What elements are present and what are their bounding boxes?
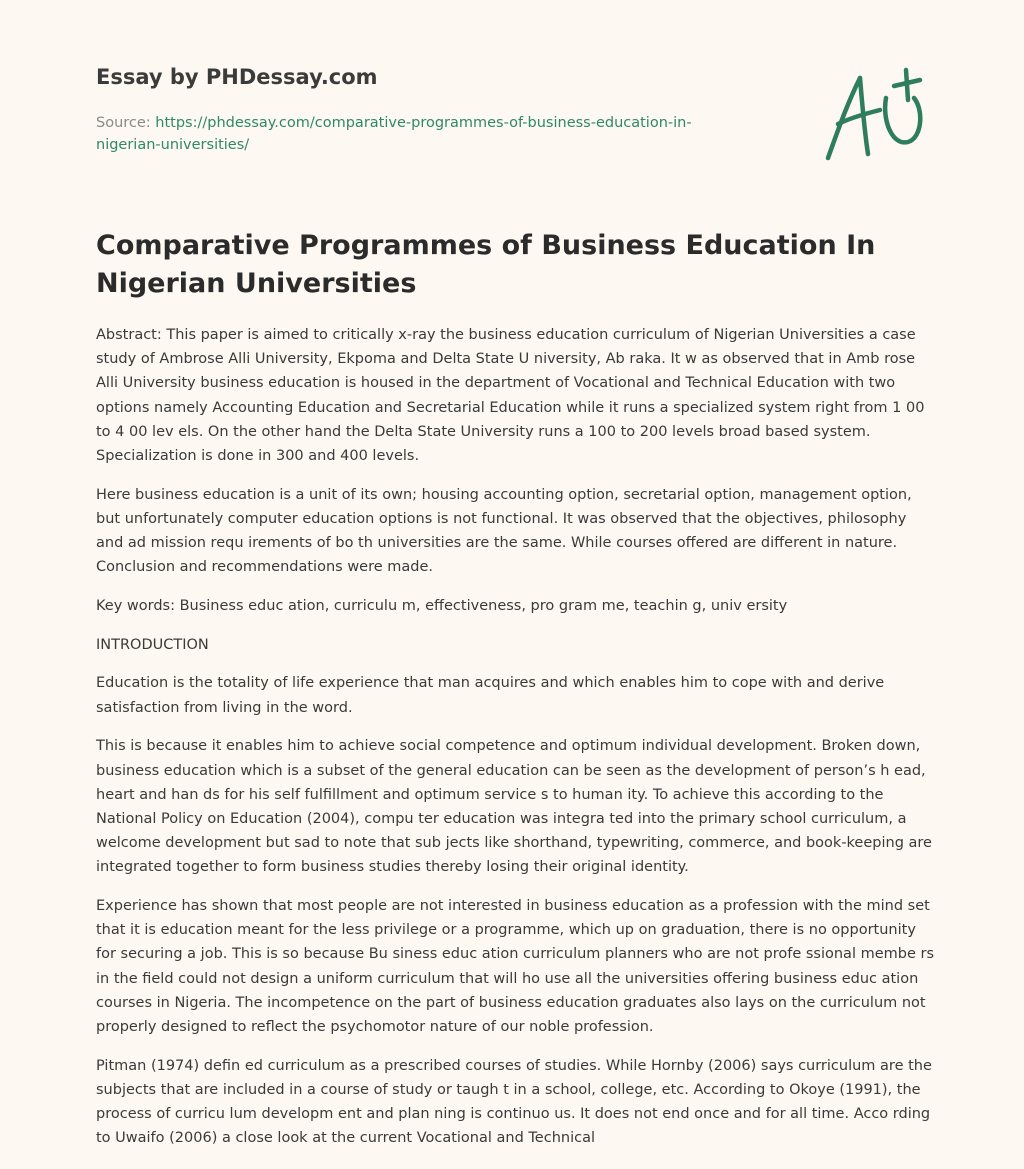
paragraph-social-competence: This is because it enables him to achieve social competence and optimum individual development. Broken down, business education which is a subset of the general education can be seen as the development of person’s h ead, heart and han ds for his self fulfillment and optimum service s to human ity. To achieve this according to the National Policy on Education (2004), compu ter education was integra ted into the primary school curriculum, a welcome development but sad to note that sub jects like shorthand, typewriting, commerce, and book-keeping are integrated together to form business studies thereby losing their original identity.	[96, 738, 932, 876]
article-body	[96, 323, 936, 1165]
source-line	[96, 112, 736, 156]
source-link[interactable]: https://phdessay.com/comparative-programmes-of-business-education-in-nigerian-universities/	[96, 115, 692, 153]
paragraph-abstract: Abstract: This paper is aimed to critically x-ray the business education curriculum of Nigerian Universities a case study of Ambrose Alli University, Ekpoma and Delta State U niversity, Ab raka. It w as observed that in Amb rose Alli University business education is housed in the department of Vocational and Technical Education with two options namely Accounting Education and Secretarial Education while it runs a specialized system right from 1 00 to 4 00 lev els. On the other hand the Delta State University runs a 100 to 200 levels broad based system. Specialization is done in 300 and 400 levels.	[96, 327, 925, 465]
paragraph-keywords: Key words: Business educ ation, curriculu m, effectiveness, pro gram me, teachin g, univ ersity	[96, 598, 788, 615]
a-plus-logo	[822, 66, 928, 166]
paragraph-experience: Experience has shown that most people are not interested in business education as a profession with the mind set that it is education meant for the less privilege or a programme, which up on graduation, there is no opportunity for securing a job. This is so because Bu siness educ ation curriculum planners who are not profe ssional membe rs in the field could not design a uniform curriculum that will ho use all the universities offering business educ ation courses in Nigeria. The incompetence on the part of business education graduates also lays on the curriculum not properly designed to reflect the psychomotor nature of our noble profession.	[96, 898, 934, 1036]
paragraph-business-unit: Here business education is a unit of its own; housing accounting option, secretarial option, management option, but unfortunately computer education options is not functional. It was observed that the objectives, philosophy and ad mission requ irements of bo th universities are the same. While courses offered are different in nature. Conclusion and recommendations were made.	[96, 486, 912, 576]
site-brand: Essay by PHDessay.com	[96, 65, 378, 89]
paragraph-curriculum-definitions: Pitman (1974) defin ed curriculum as a prescribed courses of studies. While Hornby (2006) says curriculum are the subjects that are included in a course of study or taugh t in a school, college, etc. According to Okoye (1991), the process of curricu lum developm ent and plan ning is continuo us. It does not end once and for all time. Acco rding to Uwaifo (2006) a close look at the current Vocational and Technical	[96, 1057, 932, 1147]
a-plus-logo-icon	[822, 66, 928, 166]
article-title: Comparative Programmes of Business Education In Nigerian Universities	[96, 230, 876, 299]
section-heading-introduction: INTRODUCTION	[96, 636, 209, 653]
paragraph-education-definition: Education is the totality of life experience that man acquires and which enables him to cope with and derive satisfaction from living in the word.	[96, 675, 885, 716]
source-label: Source:	[96, 115, 151, 131]
